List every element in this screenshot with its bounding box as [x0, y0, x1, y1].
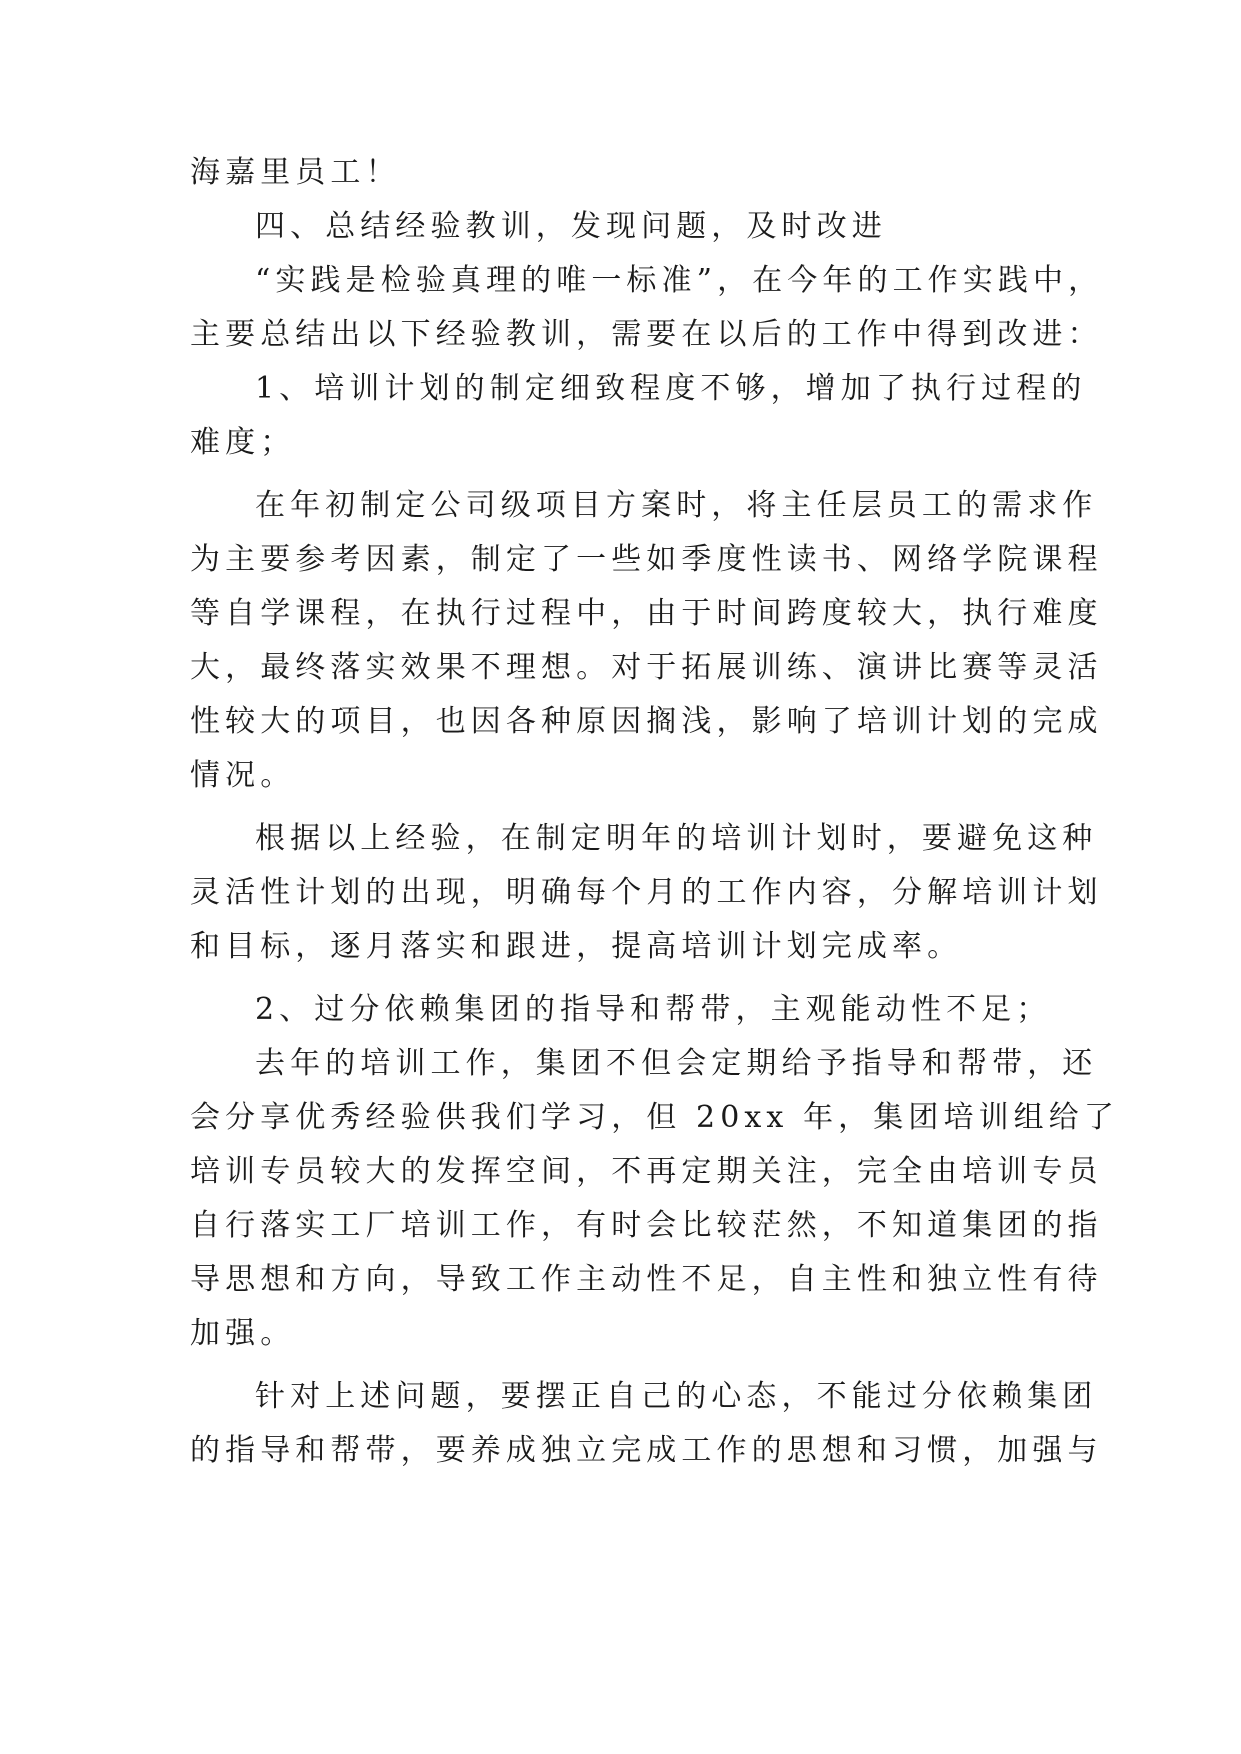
text-line: 加强。	[190, 1316, 296, 1351]
text-line: 难度；	[190, 425, 296, 460]
text-line: 根据以上经验，在制定明年的培训计划时，要避免这种	[255, 821, 1098, 856]
text-line: 等自学课程，在执行过程中，由于时间跨度较大，执行难度	[190, 596, 1103, 631]
text-line: “实践是检验真理的唯一标准”，在今年的工作实践中，	[255, 263, 1104, 298]
section-heading: 四、总结经验教训，发现问题，及时改进	[255, 209, 887, 244]
text-line: 针对上述问题，要摆正自己的心态，不能过分依赖集团	[255, 1379, 1098, 1414]
text-line: 培训专员较大的发挥空间，不再定期关注，完全由培训专员	[190, 1154, 1103, 1189]
text-line: 性较大的项目，也因各种原因搁浅，影响了培训计划的完成	[190, 704, 1103, 739]
text-line: 导思想和方向，导致工作主动性不足，自主性和独立性有待	[190, 1262, 1103, 1297]
text-line: 主要总结出以下经验教训，需要在以后的工作中得到改进：	[190, 317, 1103, 352]
list-item-heading: 2、过分依赖集团的指导和帮带，主观能动性不足；	[255, 992, 1052, 1027]
text-line: 和目标，逐月落实和跟进，提高培训计划完成率。	[190, 929, 963, 964]
text-line: 自行落实工厂培训工作，有时会比较茫然，不知道集团的指	[190, 1208, 1103, 1243]
text-line: 的指导和帮带，要养成独立完成工作的思想和习惯，加强与	[190, 1433, 1103, 1468]
list-item-heading: 1、培训计划的制定细致程度不够，增加了执行过程的	[255, 371, 1087, 406]
text-line: 去年的培训工作，集团不但会定期给予指导和帮带，还	[255, 1046, 1098, 1081]
text-line: 情况。	[190, 758, 296, 793]
text-line: 在年初制定公司级项目方案时，将主任层员工的需求作	[255, 488, 1098, 523]
text-line: 大，最终落实效果不理想。对于拓展训练、演讲比赛等灵活	[190, 650, 1103, 685]
text-line: 灵活性计划的出现，明确每个月的工作内容，分解培训计划	[190, 875, 1103, 910]
text-line: 为主要参考因素，制定了一些如季度性读书、网络学院课程	[190, 542, 1103, 577]
text-line: 会分享优秀经验供我们学习，但 20xx 年，集团培训组给了	[190, 1100, 1119, 1135]
text-line: 海嘉里员工！	[190, 155, 401, 190]
